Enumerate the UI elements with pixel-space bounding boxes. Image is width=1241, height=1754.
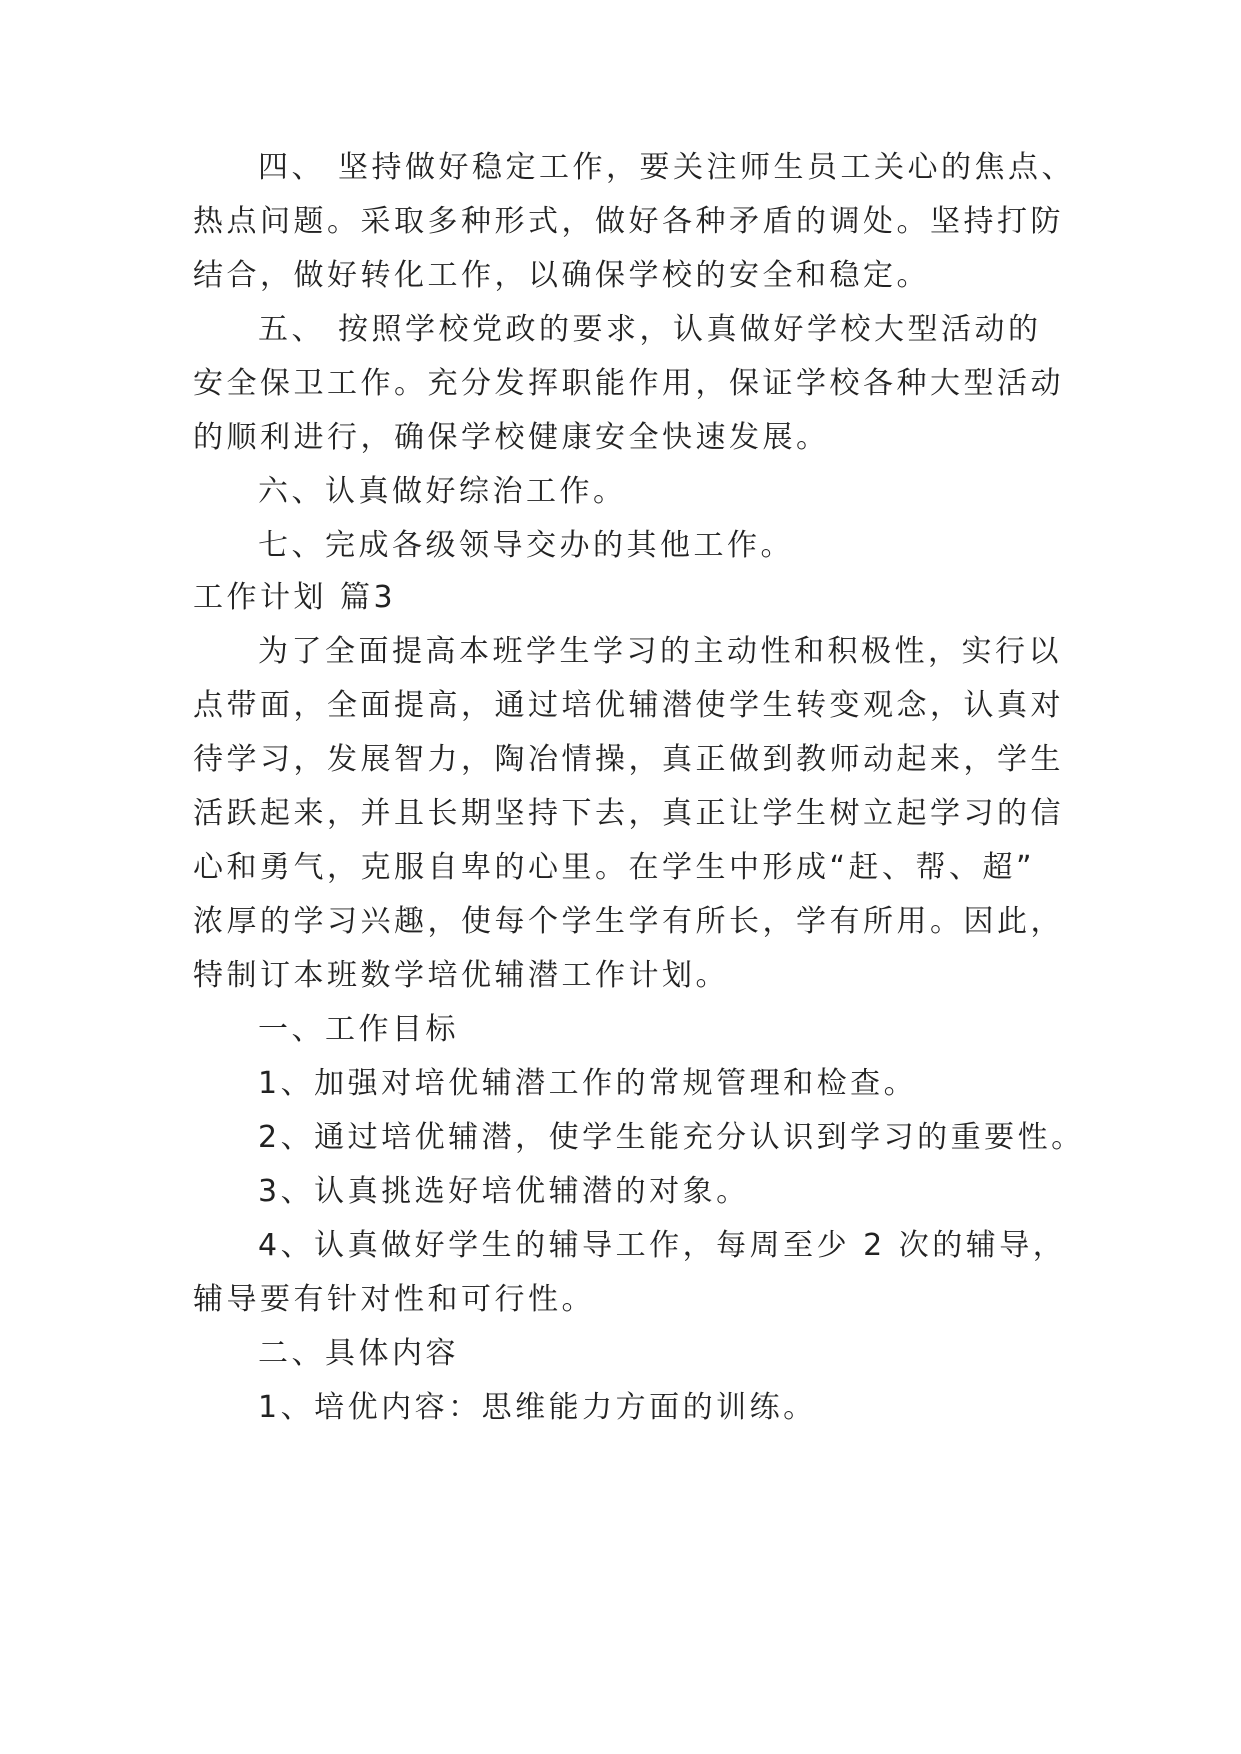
list-item: 3、认真挑选好培优辅潜的对象。	[258, 1174, 750, 1209]
subsection-heading: 一、工作目标	[258, 1012, 459, 1047]
paragraph-line: 七、完成各级领导交办的其他工作。	[258, 528, 794, 563]
paragraph-line: 心和勇气，克服自卑的心里。在学生中形成“赶、帮、超”	[193, 850, 1036, 885]
paragraph-line: 五、 按照学校党政的要求，认真做好学校大型活动的	[258, 312, 1042, 347]
paragraph-line: 安全保卫工作。充分发挥职能作用，保证学校各种大型活动	[193, 366, 1064, 401]
paragraph-line: 点带面，全面提高，通过培优辅潜使学生转变观念，认真对	[193, 688, 1064, 723]
paragraph-line: 浓厚的学习兴趣，使每个学生学有所长，学有所用。因此，	[193, 904, 1064, 939]
paragraph-line: 为了全面提高本班学生学习的主动性和积极性，实行以	[258, 634, 1062, 669]
list-item-continuation: 辅导要有针对性和可行性。	[193, 1282, 595, 1317]
paragraph-line: 四、 坚持做好稳定工作，要关注师生员工关心的焦点、	[258, 150, 1076, 185]
paragraph-line: 热点问题。采取多种形式，做好各种矛盾的调处。坚持打防	[193, 204, 1064, 239]
paragraph-line: 结合，做好转化工作，以确保学校的安全和稳定。	[193, 258, 930, 293]
paragraph-line: 待学习，发展智力，陶冶情操，真正做到教师动起来，学生	[193, 742, 1064, 777]
list-item: 4、认真做好学生的辅导工作，每周至少 2 次的辅导，	[258, 1228, 1067, 1263]
paragraph-line: 活跃起来，并且长期坚持下去，真正让学生树立起学习的信	[193, 796, 1064, 831]
subsection-heading: 二、具体内容	[258, 1336, 459, 1371]
list-item: 1、培优内容：思维能力方面的训练。	[258, 1390, 817, 1425]
paragraph-line: 六、认真做好综治工作。	[258, 474, 627, 509]
list-item: 2、通过培优辅潜，使学生能充分认识到学习的重要性。	[258, 1120, 1085, 1155]
section-heading: 工作计划 篇3	[193, 580, 397, 615]
paragraph-line: 特制订本班数学培优辅潜工作计划。	[193, 958, 729, 993]
paragraph-line: 的顺利进行，确保学校健康安全快速发展。	[193, 420, 830, 455]
list-item: 1、加强对培优辅潜工作的常规管理和检查。	[258, 1066, 918, 1101]
